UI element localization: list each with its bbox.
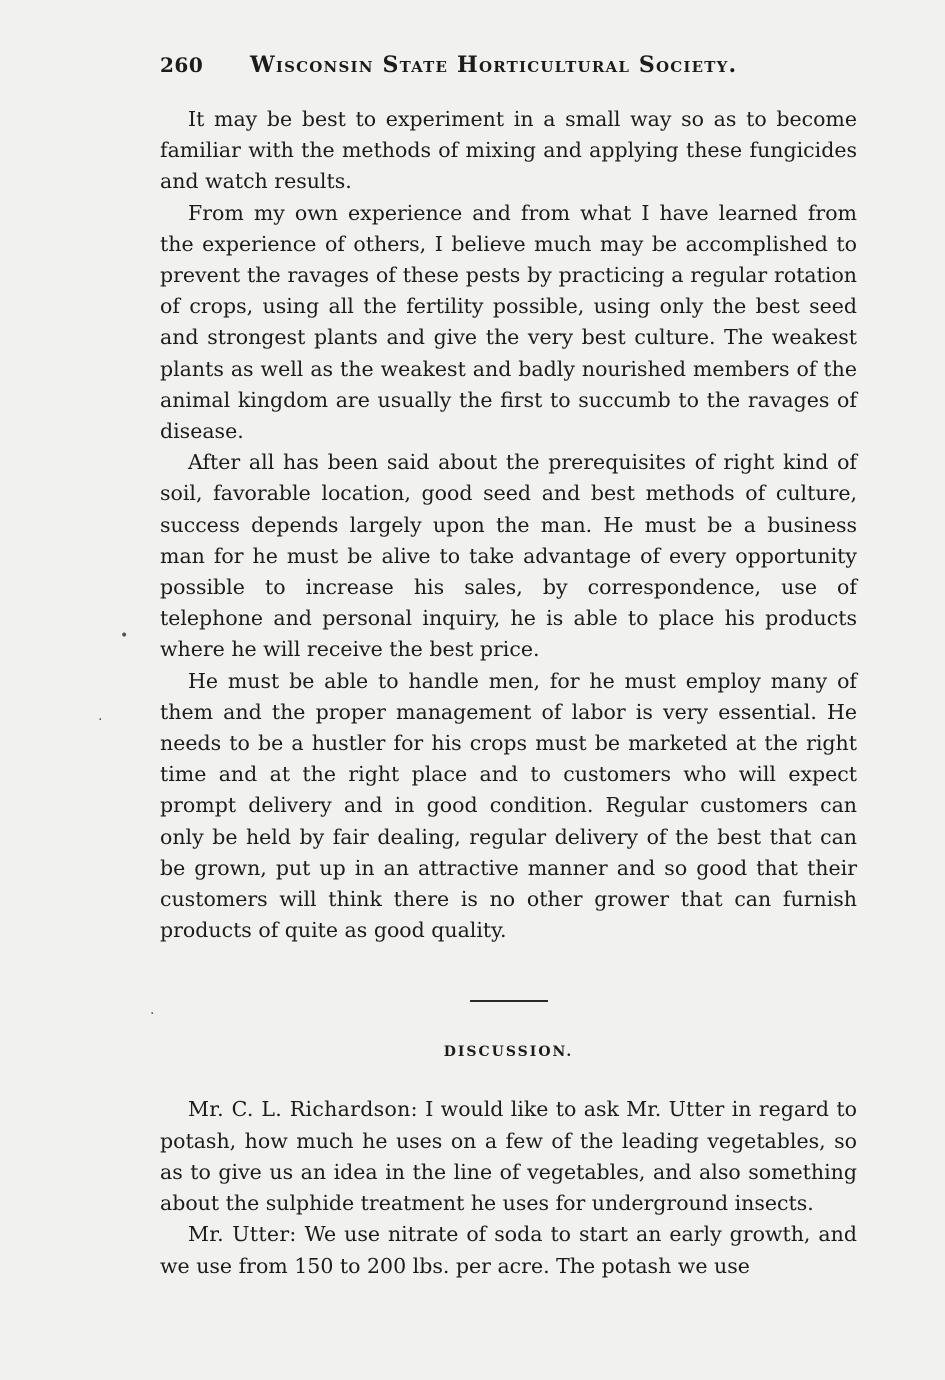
body-paragraph: After all has been said about the prerequisites of right kind of soil, favorable location, good seed and best methods of culture, success depends largely upon the man. He must be a business man for he must be alive to take advantage of every opportunity possible to increase his sales, by correspondence, use of telephone and personal inquiry, he is able to place his products where he will receive the best price. [160, 450, 857, 662]
page-number: 260 [160, 53, 204, 77]
body-paragraph: It may be best to experiment in a small way so as to become familiar with the methods of mixing and applying these fungicides and watch results. [160, 107, 857, 194]
running-head [160, 52, 857, 82]
discussion-entry [160, 1219, 857, 1281]
speaker-text: We use nitrate of soda to start an early growth, and we use from 150 to 200 lbs. per acre. The potash we use [160, 1222, 857, 1278]
margin-speck: • [120, 628, 129, 644]
journal-title: Wisconsin State Horticultural Society. [250, 52, 738, 78]
body-paragraph: From my own experience and from what I have learned from the experience of others, I believe much may be accomplished to prevent the ravages of these pests by practicing a regular rotation of crops, using all the fertility possible, using only the best seed and strongest plants and give the very best culture. The weakest plants as well as the weakest and badly nourished members of the animal kingdom are usually the first to succumb to the ravages of disease. [160, 200, 857, 444]
margin-speck: · [98, 712, 103, 728]
section-divider [470, 1000, 548, 1002]
margin-speck: · [150, 1006, 155, 1022]
discussion-entry [160, 1094, 857, 1219]
body-paragraph: He must be able to handle men, for he must employ many of them and the proper management of labor is very essential. He needs to be a hustler for his crops must be marketed at the right time and at the right place and to customers who will expect prompt delivery and in good condition. Regular customers can only be held by fair dealing, regular delivery of the best that can be grown, put up in an attractive manner and so good that their customers will think there is no other grower that can furnish products of quite as good quality. [160, 668, 857, 943]
speaker-text: I would like to ask Mr. Utter in regard to potash, how much he uses on a few of the leading vegetables, so as to give us an idea in the line of vegetables, and also something about the sulphide treatment he uses for underground insects. [160, 1097, 857, 1216]
speaker-name: Mr. C. L. Richardson: [188, 1097, 418, 1122]
discussion-heading: DISCUSSION. [443, 1044, 574, 1061]
speaker-name: Mr. Utter: [188, 1222, 297, 1247]
